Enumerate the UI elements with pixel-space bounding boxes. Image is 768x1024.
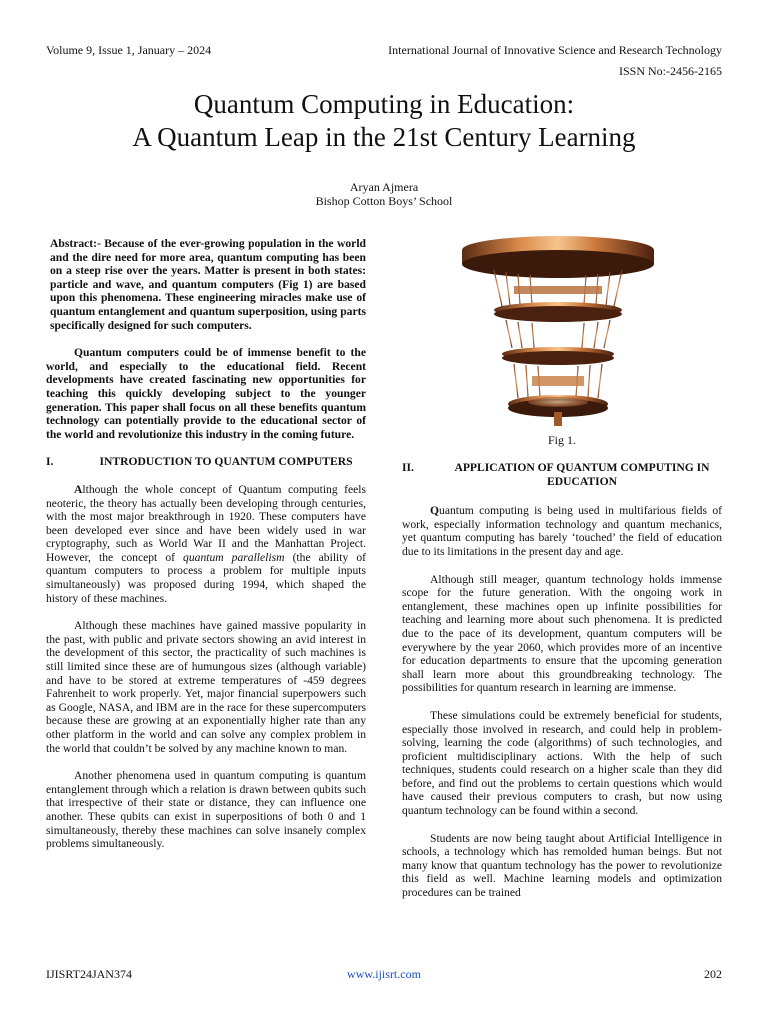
issn: ISSN No:-2456-2165 xyxy=(618,64,722,78)
volume-issue: Volume 9, Issue 1, January – 2024 xyxy=(46,43,212,57)
left-column xyxy=(46,237,366,865)
section-1-number: I. xyxy=(46,455,54,469)
section-1-title: INTRODUCTION TO QUANTUM COMPUTERS xyxy=(99,455,353,469)
author-block xyxy=(0,180,768,208)
section-2-paragraph-3: These simulations could be extremely beneficial for students, especially those involved in research, and could help in problem-solving, learning the code (algorithms) of such technologies, and proficient multidisciplinary actions. With the help of such techniques, students could research on a higher scale than they did before, and find out the problems to certain questions which would have caused their previous computers to crash, but now using quantum technology can be found within a second. xyxy=(402,708,722,818)
figure-caption: Fig 1. xyxy=(547,433,576,447)
section-2-title: APPLICATION OF QUANTUM COMPUTING IN EDUCATION xyxy=(454,461,710,488)
section-1-paragraph-1-text-a: lthough the whole concept of Quantum computing feels neoteric, the theory has actually been developing through centuries, with the most major breakthrough in 1920. These computers have been developed ever since and have been widely used in war cryptography, such as World War II and the Manhattan Project. However, the concept of xyxy=(46,482,366,564)
quantum-computer-figure xyxy=(454,232,662,428)
section-1-paragraph-1-text-b: (the ability of quantum computers to process a problem for multiple inputs simultaneously) was proposed during 1994, which shaped the history of these machines. xyxy=(46,550,367,605)
section-1-paragraph-3: Another phenomena used in quantum computing is quantum entanglement through which a relation is drawn between qubits such that irrespective of their state or distance, they can influence one another. These qubits can exist in superpositions of both 0 and 1 simultaneously, thereby these machines can solve insanely complex problems simultaneously. xyxy=(46,769,366,851)
section-2-paragraph-4: Students are now being taught about Artificial Intelligence in schools, a technology which has remolded human beings. But not many know that quantum technology has the power to revolutionize this field as well. Machine learning models and optimization procedures can be trained xyxy=(402,831,722,900)
section-2-paragraph-1 xyxy=(402,504,722,558)
author-affiliation: Bishop Cotton Boys’ School xyxy=(315,194,453,208)
abstract-paragraph-1: Abstract:- Because of the ever-growing population in the world and the dire need for more area, quantum computing has been on a steep rise over the years. Matter is present in both states: particle and wave, and quantum computers (Fig 1) are based upon this phenomena. These engineering miracles make use of quantum entanglement and quantum superposition, using parts specifically designed for such computers. xyxy=(50,237,366,332)
section-2-heading xyxy=(402,461,722,488)
section-2-paragraph-1-text: uantum computing is being used in multifarious fields of work, especially information technology and quantum mechanics, yet quantum computing has barely ‘touched’ the field of education due to its limitations in the present day and age. xyxy=(402,504,722,558)
title-line-2: A Quantum Leap in the 21st Century Learning xyxy=(132,122,636,152)
section-1-paragraph-2: Although these machines have gained massive popularity in the past, with public and private sectors showing an avid interest in the development of this sector, the practicality of such machines is still limited since these are of humungous sizes (although variable) and have to be stored at extreme temperatures of -459 degrees Fahrenheit to work properly. Yet, major financial superpowers such as Google, NASA, and IBM are in the race for these supercomputers because these are growing at an exponentially higher rate than any other platform in the world and can solve any complex problem in the world that couldn’t be solved by any machine known to man. xyxy=(46,619,366,755)
author-name: Aryan Ajmera xyxy=(349,180,419,194)
page-number: 202 xyxy=(704,967,722,981)
title-line-1: Quantum Computing in Education: xyxy=(193,89,575,119)
section-2-number: II. xyxy=(402,461,414,474)
dropcap: Q xyxy=(430,504,440,518)
abstract-paragraph-2: Quantum computers could be of immense benefit to the world, and especially to the educational field. Recent developments have created fascinating new opportunities for teaching this quickly developing subject to the younger generation. This paper shall focus on all these benefits quantum technology can potentially provide to the educational sector of the world and revolutionize this industry in the coming future. xyxy=(46,346,366,441)
journal-url-link[interactable]: www.ijisrt.com xyxy=(347,967,421,981)
dropcap: A xyxy=(74,482,83,496)
paper-title xyxy=(0,88,768,154)
journal-name: International Journal of Innovative Science and Research Technology xyxy=(388,43,722,57)
paper-id: IJISRT24JAN374 xyxy=(46,967,132,981)
right-column xyxy=(402,461,722,914)
quantum-parallelism-term: quantum parallelism xyxy=(183,550,285,564)
section-2-paragraph-2: Although still meager, quantum technology holds immense scope for the future generation. With the ongoing work in entanglement, these machines open up infinite possibilities for teaching and learning more about such phenomena. It is predicted due to the pace of its development, quantum computers will be everywhere by the year 2060, which provides more of an incentive for education departments to ensure that the upcoming generation shall learn more about this groundbreaking technology. The possibilities for quantum research in learning are immense. xyxy=(402,572,722,695)
section-1-paragraph-1 xyxy=(46,483,366,605)
section-1-heading xyxy=(46,455,366,469)
quantum-computer-illustration xyxy=(454,232,662,428)
